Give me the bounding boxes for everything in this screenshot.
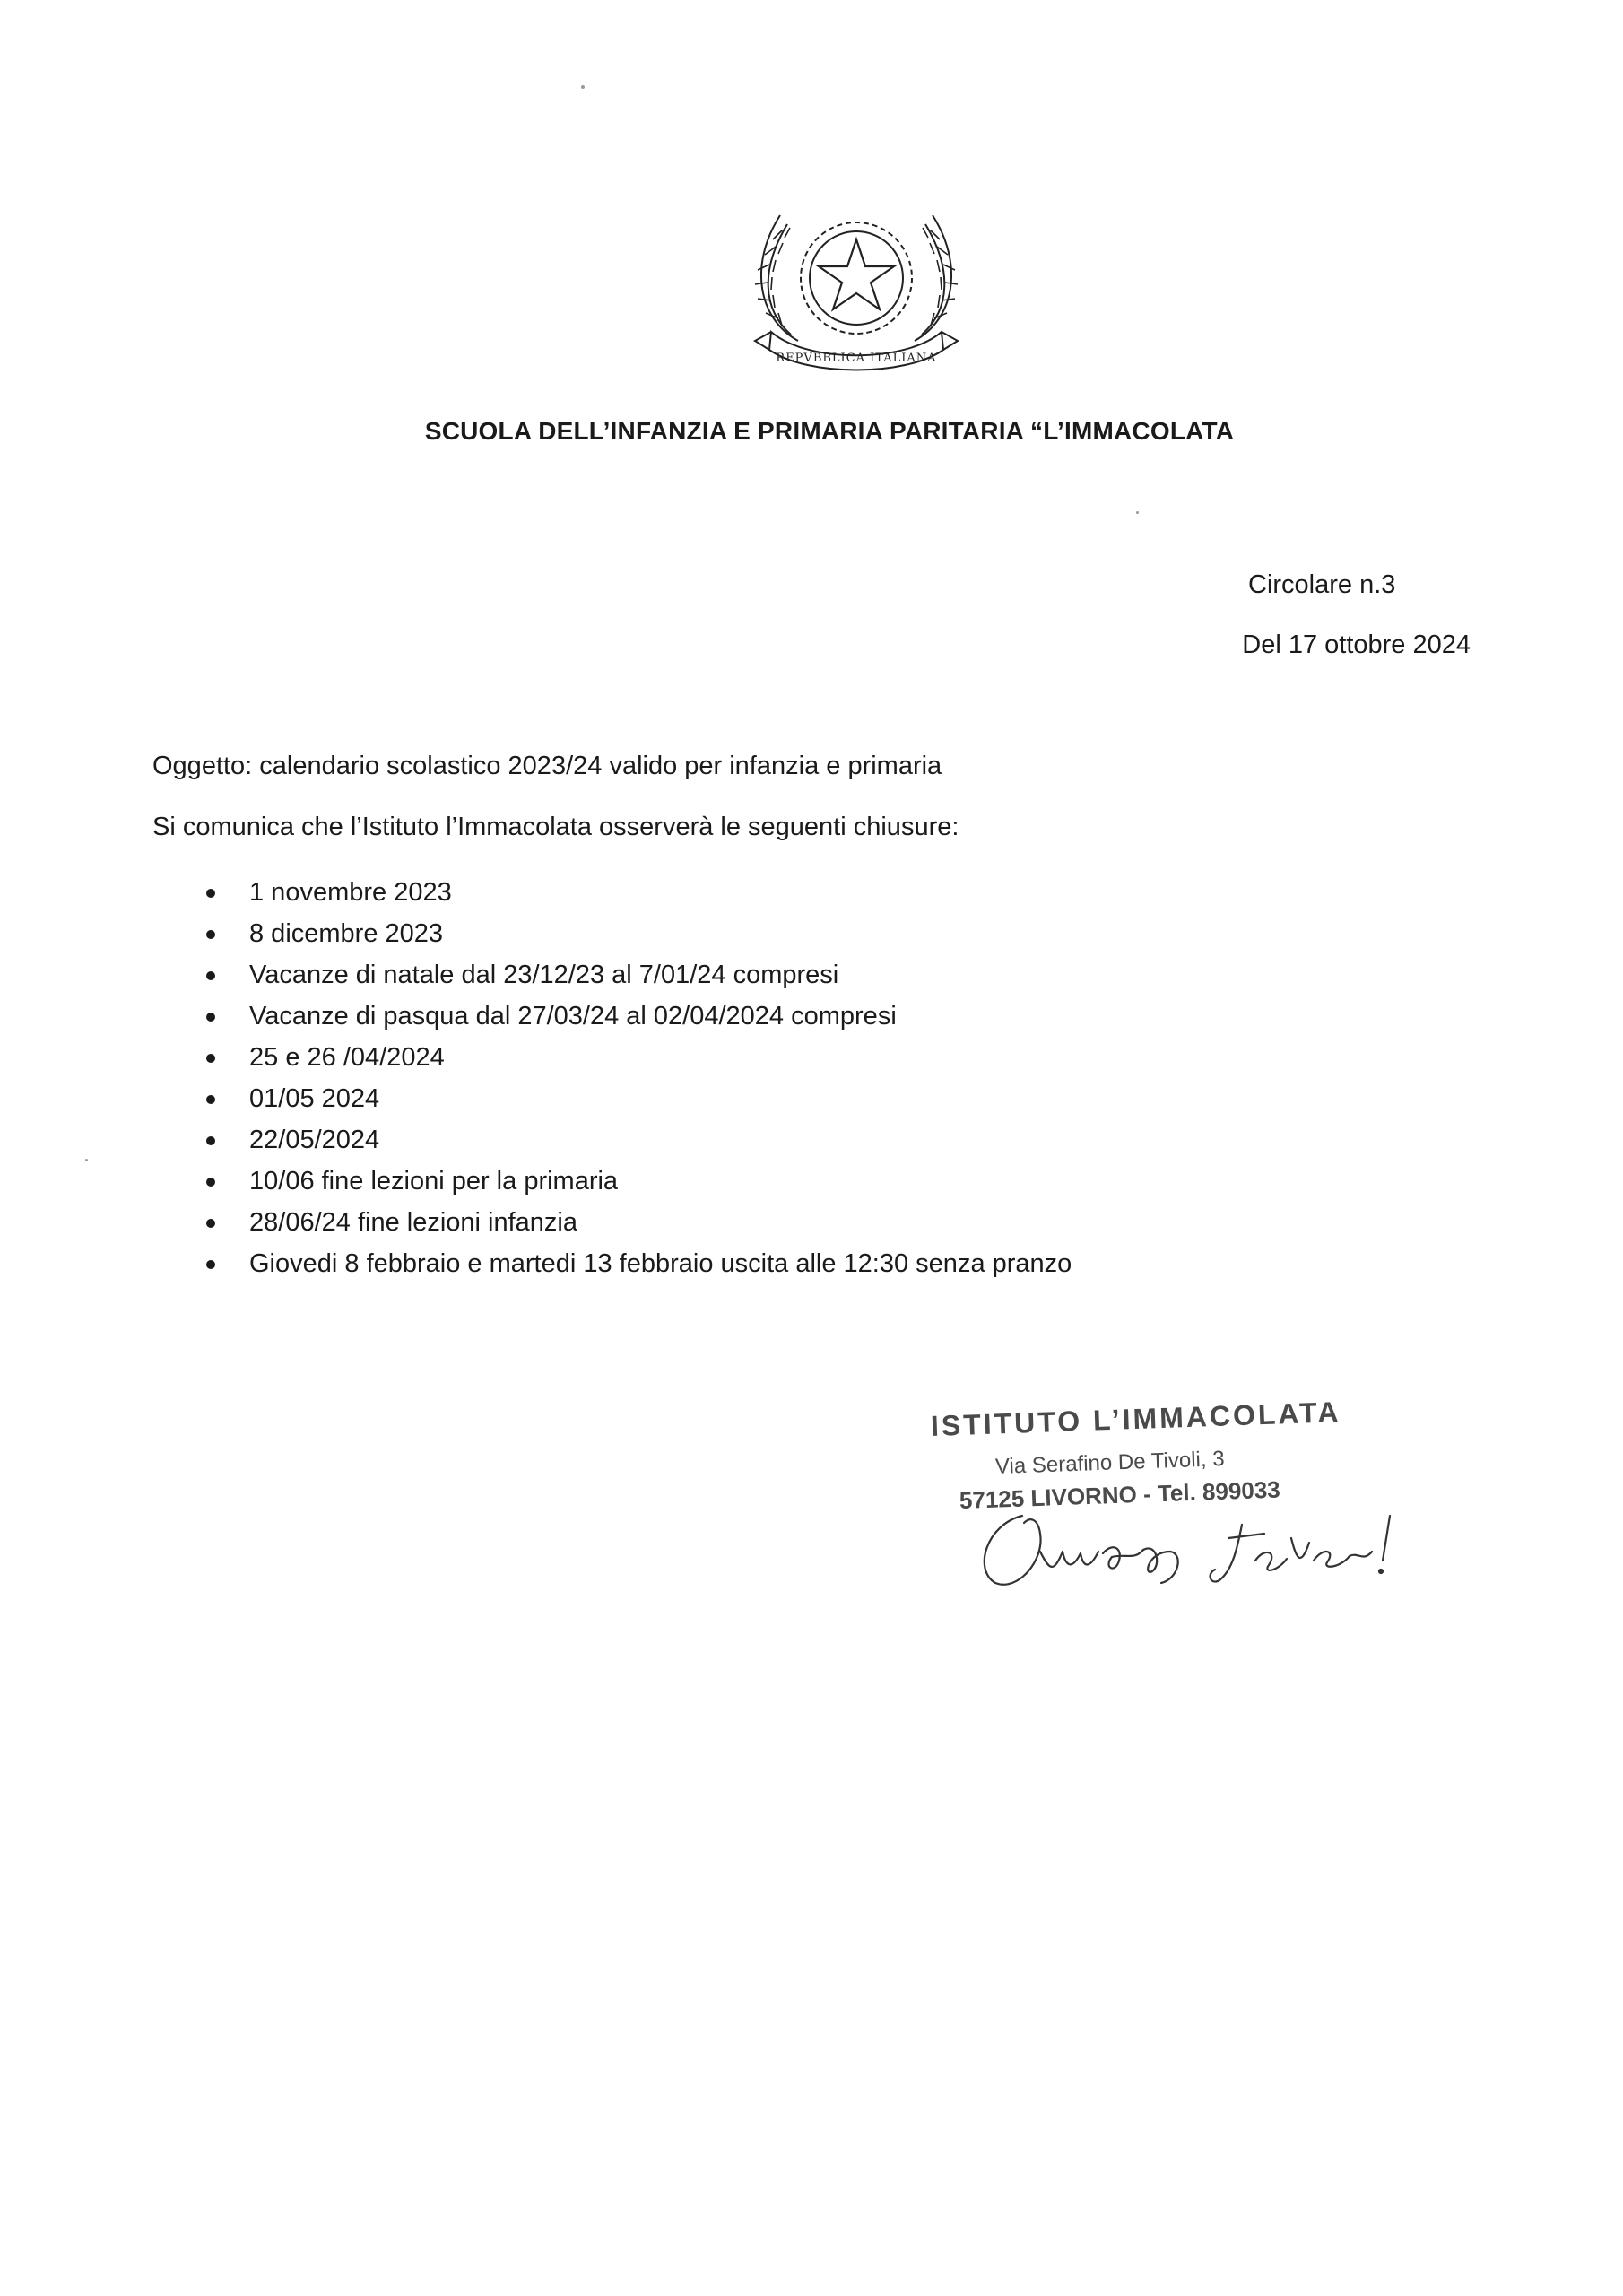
- list-item: Vacanze di pasqua dal 27/03/24 al 02/04/2024 compresi: [152, 996, 1072, 1037]
- list-item: 1 novembre 2023: [152, 872, 1072, 913]
- list-item: 10/06 fine lezioni per la primaria: [152, 1161, 1072, 1202]
- school-stamp: [924, 1396, 1426, 1596]
- list-item: 8 dicembre 2023: [152, 913, 1072, 954]
- school-name: SCUOLA DELL’INFANZIA E PRIMARIA PARITARIA “L’IMMACOLATA: [424, 417, 1235, 445]
- closure-list: [152, 872, 1072, 1284]
- republic-emblem-icon: [735, 184, 977, 386]
- stamp-address: Via Serafino De Tivoli, 3: [994, 1447, 1226, 1479]
- list-item: Vacanze di natale dal 23/12/23 al 7/01/24 compresi: [152, 954, 1072, 996]
- stamp-institute-name: ISTITUTO L’IMMACOLATA: [930, 1396, 1341, 1442]
- stamp-city-phone: 57125 LIVORNO - Tel. 899033: [959, 1475, 1281, 1514]
- scan-speck: [1136, 511, 1139, 514]
- list-item: 25 e 26 /04/2024: [152, 1037, 1072, 1078]
- handwritten-signature: [968, 1498, 1435, 1596]
- list-item: Giovedi 8 febbraio e martedi 13 febbraio uscita alle 12:30 senza pranzo: [152, 1243, 1072, 1284]
- scan-speck: [85, 1159, 88, 1161]
- intro-line: Si comunica che l’Istituto l’Immacolata osserverà le seguenti chiusure:: [152, 813, 959, 841]
- list-item: 22/05/2024: [152, 1119, 1072, 1161]
- scan-speck: [581, 85, 585, 89]
- list-item: 28/06/24 fine lezioni infanzia: [152, 1202, 1072, 1243]
- subject-line: Oggetto: calendario scolastico 2023/24 valido per infanzia e primaria: [152, 752, 942, 780]
- list-item: 01/05 2024: [152, 1078, 1072, 1119]
- circular-number: Circolare n.3: [1248, 570, 1396, 599]
- circular-date: Del 17 ottobre 2024: [1242, 631, 1471, 659]
- emblem-ribbon-text: REPVBBLICA ITALIANA: [776, 352, 937, 365]
